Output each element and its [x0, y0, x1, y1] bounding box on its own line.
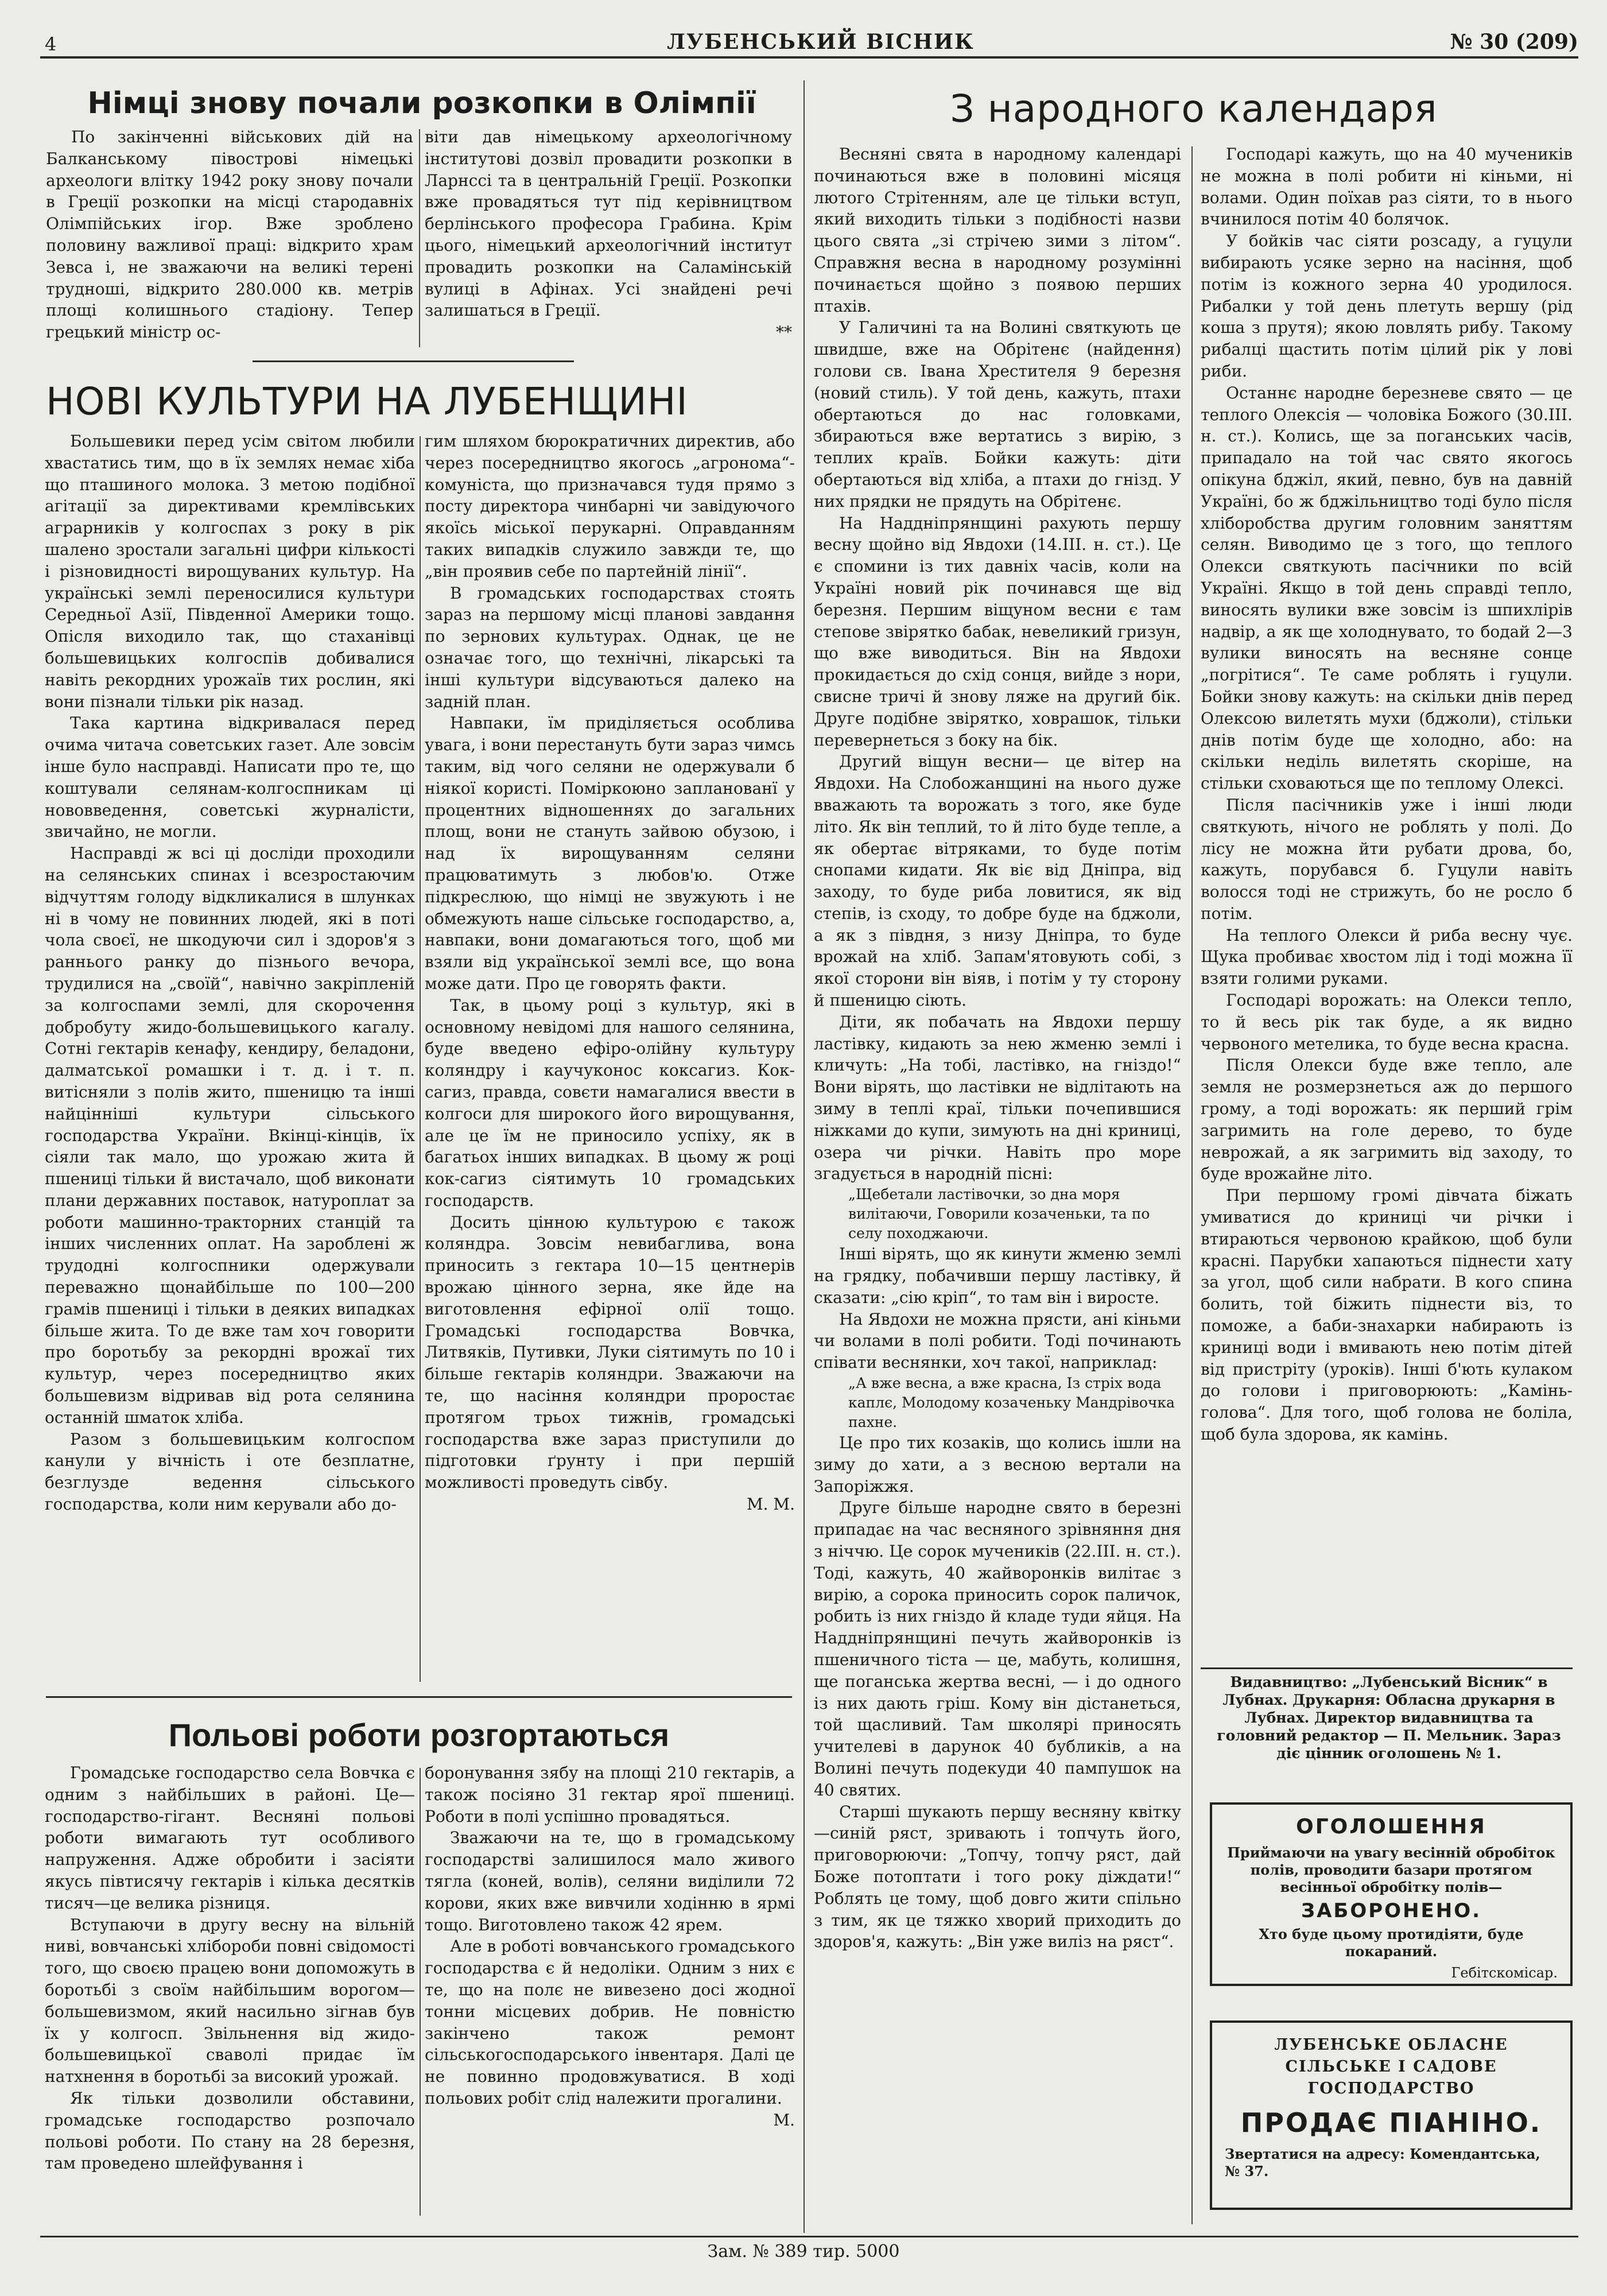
calendar-col1-para-5: Діти, як побачать на Явдохи першу ластівку, кидають за нею жменю землі і кличуть: „На тобі, ластівко, на гніздо!“ Вони вірять, що ластівки не відлітають на зиму в теплі краї, тільки почепившися ніжками до купи, зимують на дні криниці, озера чи річки. Навіть про море згадується в народній пісні: [814, 1012, 1181, 1184]
calendar-col2-para-3: Останнє народне березневе свято — це теплого Олексія — чоловіка Божого (30.ІІІ. н. ст.). Колись, ще за поганських часів, припадало на той час свято якогось опікуна бджіл, який, певно, був на давній Україні, бо ж бджільництво тоді було після хліборобства другим головним заняттям селян. Виводимо це з того, що теплого Олекси святкують пасічники по всій Україні. Якщо в той день справді тепло, виносять вулики вже зовсім із шпихлірів надвір, а як ще холоднувато, то бодай 2—3 вулики виносять на весняне сонце „погрітися“. Те саме роблять і гуцули. Бойки знову кажуть: на скільки днів перед Олексою вилетять мухи (бджоли), стільки днів потім буде ще холодно, або: на скільки неділь вилетять скоріше, на стільки сховаються ще по теплому Олексі. [1201, 383, 1573, 793]
field-column-2 [425, 1762, 795, 2131]
calendar-column-1 [814, 144, 1181, 1953]
field-headline: Польові роботи розгортаються [168, 1717, 670, 1753]
olympia-col-divider [419, 129, 420, 347]
notice-title: ОГОЛОШЕННЯ [1296, 1815, 1486, 1839]
calendar-col1-para-7: На Явдохи не можна прясти, ані кіньми чи волами в полі робити. Тоді починають співати веснянки, хоч такої, наприклад: [814, 1309, 1181, 1372]
olympia-column-1 [46, 126, 413, 343]
calendar-col2-para-7: Після Олекси буде вже тепло, але земля не розмерзнеться аж до першого грому, а тоді ворожать: як перший грім загримить на голе дерево, то буде неврожай, а як загримить від заходу, то буде врожайне літо. [1201, 1056, 1573, 1184]
cultures-col1-para-3: Насправді ж всі ці досліди проходили на селянських спинах і всезростаючим відчуттям голоду відкликалися в шлунках ні в чому не повинних людей, які в поті чола своєї, не шкодуючи сил і здоров'я з раннього ранку до пізнього вечора, трудилися на „своїй“, навічно закріпленій за колгоспами землі, для скорочення добробуту жидо-большевицького кагалу. Сотні гектарів кенафу, кендиру, беладони, далматської ромашки і т. д. і т. п. витісняли з полів жито, пшеницю та інші найцінніші культури сільського господарства України. Вкінці-кінців, їх сіяли так мало, що урожаю жита й пшениці тільки й вистачало, щоб виконати плани державних поставок, натуроплат за роботи машинно-тракторних станцій та інших численних оплат. На зароблені ж трудодні колгоспники одержували переважно щонайбільше по 100—200 грамів пшениці і тільки в деяких випадках більше жита. То де вже там хоч говорити про боротьбу за рекордні врожаї тих культур, через посередництво яких большевизм відривав від рота селянина останній шматок хліба. [45, 844, 415, 1427]
cultures-col2-para-4: Так, в цьому році з культур, які в основному невідомі для нашого селянина, буде введено ефіро-олійну культуру коляндру і каучуконос коксагиз. Кок-сагиз, правда, совєти намагалися ввести в колгоси для широкого його вирощування, але це їм не приносило успіху, як в багатьох інших випадках. В цьому ж році кок-сагиз сіятимуть 10 громадських господарств. [425, 995, 795, 1210]
calendar-col1-para-10: Старші шукають першу весняну квітку—синій ряст, зривають і топчуть його, приговорюючи: „Топчу, топчу ряст, дай Боже потоптати і того року діждати!“ Роблять це тому, щоб довго жити спільно з тим, як це тяжко хворий приходить до здоров'я, кажуть: „Він уже виліз на ряст“. [814, 1802, 1181, 1952]
cultures-col1-para-4: Разом з большевицьким колгоспом канули у вічність і оте безплатне, безглузде ведення сільського господарства, коли ним керували або до- [45, 1429, 415, 1514]
field-col-divider [420, 1768, 421, 2216]
cultures-headline: НОВІ КУЛЬТУРИ НА ЛУБЕНЩИНІ [46, 379, 688, 424]
calendar-col1-para-6: Інші вірять, що як кинути жменю землі на грядку, побачивши першу ластівку, й сказати: „сію кріп“, то там він і виросте. [814, 1244, 1181, 1307]
calendar-col1-para-8: Це про тих козаків, що колись ішли на зиму до хати, а з весною вертали на Запоріжжя. [814, 1433, 1181, 1496]
field-column-1 [45, 1762, 415, 2174]
calendar-column-2 [1201, 144, 1573, 1445]
cultures-col1-para-1: Большевики перед усім світом любили хвастатись тим, що в їх землях немає хіба що пташиного молока. З метою подібної агітації за директивами кремлівських аграрників у колгоспах з року в рік шалено зростали загальні цифри кількості і різновидності вирощуваних культур. На українські землі переносилися культури Середньої Азії, Південної Америки тощо. Опісля виходило так, що стаханівці большевицьких колгоспів добивалися навіть рекордних урожаїв тих рослин, які вони пізнали тільки рік назад. [45, 432, 415, 711]
imprint-top-rule [1201, 1667, 1573, 1669]
page-number: 4 [45, 33, 57, 55]
notice-warning: Хто буде цьому протидіяти, буде покараний. [1259, 1926, 1524, 1960]
calendar-col1-para-2: У Галичині та на Волині святкують це швидше, вже на Обрітенє (найдення) голови св. Івана Хрестителя 9 березня (новий стиль). У той день, кажуть, птахи обертаються до нас головками, збираються вже вертатись з вирію, з теплих країв. Бойки кажуть: діти обертаються від хліба, а птахи до гнізд. У них прядки не прядуть на Обрітенє. [814, 318, 1181, 511]
header-rule [40, 56, 1578, 59]
olympia-col2-text: віти дав німецькому археологічному інститутові дозвіл провадити розкопки в Ларнссі та в центральній Греції. Розкопки вже провадяться тут під керівництвом берлінського професора Грабина. Крім цього, німецький археологічний інститут провадить розкопки на Саламінській вулиці в Афінах. Усі знайдені речі залишаться в Греції. [425, 127, 792, 320]
field-col2-para-3: Але в роботі вовчанського громадського господарства є й недоліки. Одним з них є те, що на полє не вивезено досі жодної тонни місцевих добрив. Не повністю закінчено також ремонт сільськогосподарського інвентаря. Далі це не повинно продовжуватися. В ході польових робіт слід належити прогалини. [425, 1937, 795, 2108]
calendar-col1-para-4: Другий віщун весни— це вітер на Явдохи. На Слобожанщині на нього дуже вважають та ворожать з того, яке буде літо. Як він теплий, то й літо буде тепле, а як обертає вітряками, то буде потім снопами кидати. Як віє від Дніпра, від заходу, то буде риба ловитися, як від степів, із сходу, то добре буде на бджоли, а як з півдня, з низу Дніпра, то буде врожай на хліб. Запам'ятовують собі, з якої сторони він віяв, і потім у ту сторону й пшеницю сіють. [814, 752, 1181, 1010]
newspaper-title: ЛУБЕНСЬКИЙ ВІСНИК [667, 30, 975, 54]
print-order: Зам. № 389 тир. 5000 [707, 2241, 900, 2262]
calendar-col-divider [1191, 146, 1193, 2224]
olympia-headline: Німці знову почали розкопки в Олімпії [87, 86, 756, 121]
cultures-column-2 [425, 430, 795, 1515]
notice-signed: Гебітскомісар. [1451, 1965, 1558, 1981]
piano-ad-address: Звертатися на адресу: Комендантська, № 37. [1225, 2146, 1540, 2179]
calendar-col2-para-2: У бойків час сіяти розсаду, а гуцули вибирають усяке зерно на насіння, щоб потім із кожного зерна 40 уродилося. Рибалки у той день плетуть вершу (рід коша з прутя); якою ловлять рибу. Такому рибалці щастить потім цілий рік у лові риби. [1201, 231, 1573, 381]
calendar-poem-2: „А вже весна, а вже красна, Із стріх вода каплє, Молодому козаченьку Мандрівочка пахне. [848, 1375, 1175, 1431]
notice-body: Приймаючи на увагу весінній обробіток полів, проводити базари протягом весінньої обробітку полів— [1227, 1844, 1555, 1895]
olympia-column-2 [425, 126, 792, 343]
field-col2-para-2: Зважаючи на те, що в громадському господарстві залишилося мало живого тягла (коней, волів), селяни виділили 72 корови, яких вже вивчили ходінню в ярмі тощо. Виготовлено також 42 ярем. [425, 1828, 795, 1934]
calendar-col1-para-9: Друге більше народне свято в березні припадає на час весняного зрівняння дня з ніччю. Це сорок мучеників (22.ІІІ. н. ст.). Тоді, кажуть, 40 жайворонків вилітає з вирію, а сорока приносить сорок паличок, робить із них гніздо й кладе туди яйця. На Наддніпрянщині печуть жайворонків із пшеничного тіста — це, мабуть, колишня, ще поганська жертва весні, — і до одного із них дають гріш. Кому він дістанеться, той щасливий. Там школярі приносять учителеві в дарунок 40 бубликів, а на Волині печуть подекуди 40 пампушок на 40 святих. [814, 1498, 1181, 1799]
field-col2-para-1: боронування зябу на площі 210 гектарів, а також посіяно 31 гектар ярої пшениці. Роботи в полі успішно провадяться. [425, 1763, 795, 1826]
issue-number: № 30 (209) [1450, 30, 1578, 54]
cultures-signature: М. М. [746, 1495, 795, 1514]
olympia-bottom-rule [253, 360, 574, 362]
field-col1-para-3: Як тільки дозволили обставини, громадське господарство розпочало польові роботи. По стану на 28 березня, там проведено шлейфування і [45, 2088, 415, 2173]
piano-ad-headline: ПРОДАЄ ПІАНІНО. [1240, 2107, 1542, 2138]
cultures-col2-para-1: гим шляхом бюрократичних директив, або через посередництво якогось „агронома“-комуніста, що призначався тудя прямо з посту директора чинбарні чи завідуючого якоїсь міської перукарні. Оправданням таких випадків служило завжди те, що „він проявив себе по партейній лінії“. [425, 432, 795, 581]
cultures-col2-para-2: В громадських господарствах стоять зараз на першому місці планові завдання по зернових культурах. Однак, це не означає того, що технічні, лікарські та інші культури відсуваються далеко на задній план. [425, 583, 795, 711]
cultures-col1-para-2: Така картина відкривалася перед очима читача советських газет. Але зовсім інше було насправді. Написати про те, що коштували селянам-колгоспникам ці нововведення, советські журналісти, звичайно, не могли. [45, 713, 415, 841]
calendar-col1-para-3: На Наддніпрянщині рахують першу весну щойно від Явдохи (14.ІІІ. н. ст.). Це є спомини із тих давніх часів, коли на Україні новий рік починався ще від березня. Першим віщуном весни є там степове звірятко бабак, невеликий гризун, що вже виводиться. Він на Явдохи прокидається до схід сонця, вийде з нори, свисне тричі й знову ляже на другий бік. Друге подібне звірятко, ховрашок, тільки перевернеться з боку на бік. [814, 513, 1181, 750]
notice-banned: ЗАБОРОНЕНО. [1301, 1899, 1482, 1922]
imprint-text: Видавництво: „Лубенський Вісник“ в Лубнах. Друкарня: Обласна друкарня в Лубнах. Директор видавництва та головний редактор — П. Мельник. Зараз діє цінник оголошень № 1. [1217, 1674, 1561, 1762]
calendar-col1-para-1: Весняні свята в народному календарі починаються вже в половині місяця лютого Стрітенням, але це тільки вступ, який виходить тільки з подібності назви цього свята „зі стрічею зими з літом“. Справжня весна в народному розумінні починається щойно з появою перших птахів. [814, 145, 1181, 316]
imprint [1205, 1673, 1573, 1762]
field-col1-para-1: Громадське господарство села Вовчка є одним з найбільших в районі. Це—господарство-гігант. Весняні польові роботи вимагають тут особливого напруження. Адже обробити і засіяти якусь півтисячу гектарів і кілька десятків тисяч—це велика різниця. [45, 1763, 415, 1913]
calendar-col2-para-1: Господарі кажуть, що на 40 мучеників не можна в полі робити ні кіньми, ні волами. Один поїхав раз сіяти, то в нього вчинилося потім 40 болячок. [1201, 145, 1573, 229]
page-center-divider [804, 80, 805, 2233]
calendar-headline: З народного календаря [950, 87, 1438, 131]
piano-ad-box [1210, 2020, 1573, 2210]
calendar-col2-para-4: Після пасічників уже і інші люди святкують, нічого не роблять у полі. До лісу не можна йти рубати дрова, бо, кажуть, порубався б. Гуцули навіть волосся тоді не стрижуть, бо не росло б потім. [1201, 795, 1573, 923]
cultures-col2-para-5: Досить цінною культурою є також коляндра. Зовсім невибаглива, вона приносить з гектара 10—15 центнерів врожаю цінного зерна, яке йде на виготовлення ефірної олії тощо. Громадські господарства Вовчка, Литвяків, Путивки, Луки сіятимуть по 10 і більше гектарів коляндри. Зважаючи на те, що насіння коляндри проростає протягом трьох тижнів, громадські господарства вже зараз приступили до підготовки ґрунту і при першій можливості проведуть сівбу. [425, 1212, 795, 1492]
field-signature: М. [773, 2110, 795, 2130]
olympia-signature: ** [776, 323, 792, 342]
cultures-bottom-rule [46, 1696, 792, 1698]
piano-ad-org: ЛУБЕНСЬКЕ ОБЛАСНЕ СІЛЬСЬКЕ І САДОВЕ ГОСПОДАРСТВО [1274, 2036, 1508, 2097]
calendar-col2-para-6: Господарі ворожать: на Олекси тепло, то й весь рік так буде, а як видно червоного метелика, то буде весна красна. [1201, 991, 1573, 1053]
footer-rule [40, 2236, 1578, 2237]
cultures-column-1 [45, 430, 415, 1515]
cultures-col-divider [420, 436, 421, 1682]
calendar-col2-para-8: При першому громі дівчата біжать умиватися до криниці чи річки і втираються червоною крайкою, щоб були красні. Парубки хапаються піднести хату за угол, щоб сили набрати. В кого спина болить, той біжить піднести віз, то поможе, а баби-знахарки набирають із криниці води і вмивають нею потім дітей від пристріту (уроків). Інші б'ють кулаком до голови і приговорюють: „Камінь-голова“. Для того, щоб голова не боліла, щоб була здорова, як камінь. [1201, 1186, 1573, 1444]
calendar-col2-para-5: На теплого Олекси й риба весну чує. Щука пробиває хвостом лід і тоді можна її взяти голими руками. [1201, 925, 1573, 988]
olympia-col1-text: По закінченні військових дій на Балканському півострові німецькі археологи влітку 1942 року знову почали в Греції розкопки на місці стародавніх Олімпійських ігор. Вже зроблено половину важливої праці: відкрито храм Зевса і, не зважаючи на великі терені трудноші, відкрито 280.000 кв. метрів площі колишнього стадіону. Тепер грецький міністр ос- [46, 127, 413, 342]
cultures-col2-para-3: Навпаки, їм приділяється особлива увага, і вони перестануть бути зараз чимсь таким, від чого селяни не одержували б ніякої користі. Поміркоюно запланованї у процентних відношеннях до загальних площ, вони не стануть зайвою обузою, і над їх вирощуванням селяни працюватимуть з любов'ю. Отже підкреслюю, що німці не звужують і не обмежують наше сільське господарство, а, навпаки, вони домагаються того, щоб ми взяли від української землі все, що вона може дати. Про це говорять факти. [425, 713, 795, 993]
field-col1-para-2: Вступаючи в другу весну на вільній ниві, вовчанські хлібороби повні свідомості того, що своєю працею вони допоможуть в боротьбі з своїм найбільшим ворогом—большевизмом, який насильно зігнав був їх у колгосп. Звільнення від жидо-большевицької сваволі придає їм натхнення в боротьбі за високий урожай. [45, 1915, 415, 2086]
notice-box [1210, 1802, 1573, 1986]
calendar-poem-1: „Щебетали ластівочки, зо дна моря вилітаючи, Говорили козаченьки, та по селу походжаючи. [848, 1186, 1150, 1242]
